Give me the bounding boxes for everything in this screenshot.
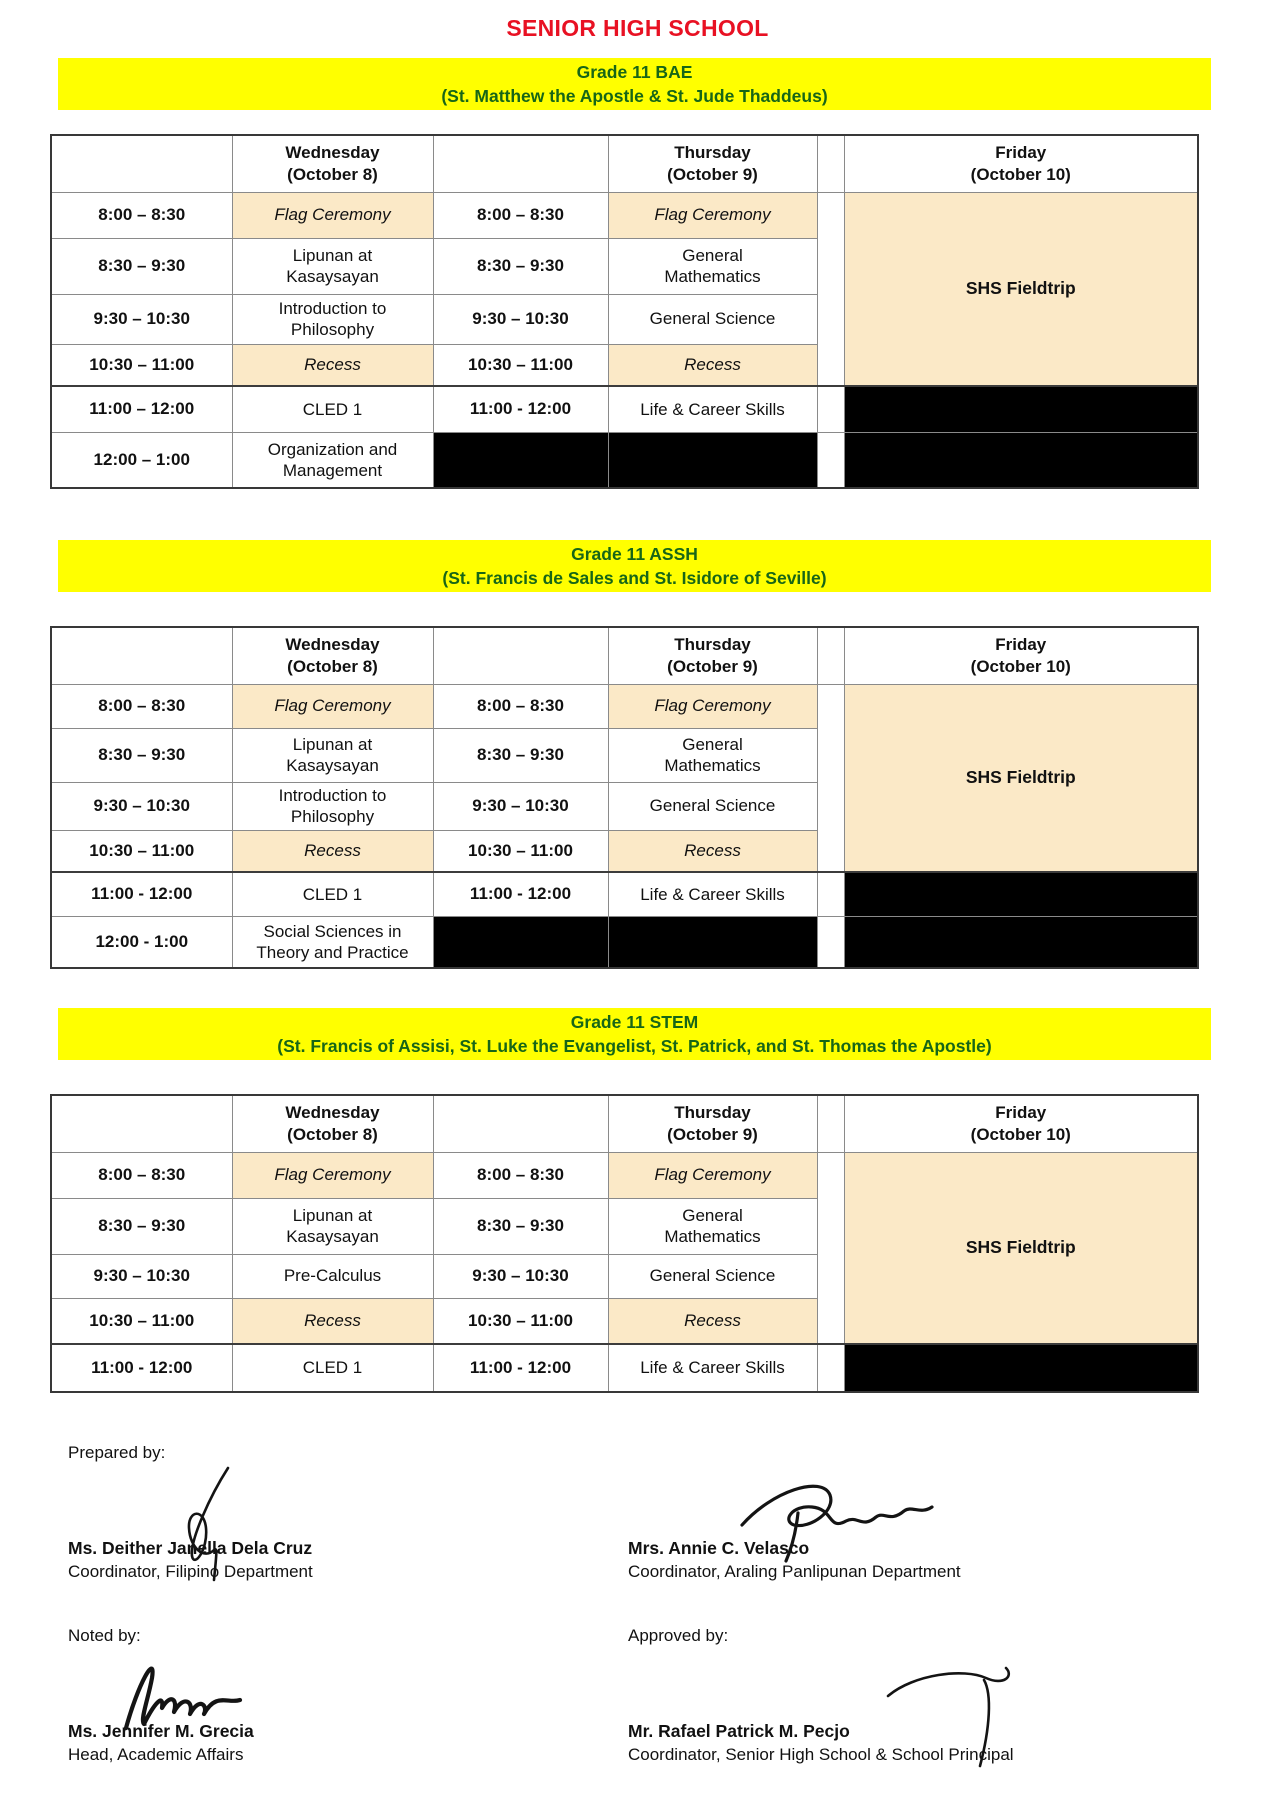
time-cell: 8:00 – 8:30 [433,192,608,238]
time-cell: 11:00 - 12:00 [51,872,232,916]
table-header-row [51,1095,1198,1152]
time-cell: 11:00 - 12:00 [51,1344,232,1392]
day-header-friday: Friday (October 10) [844,1095,1198,1152]
time-cell: 10:30 – 11:00 [51,830,232,872]
signatory-grecia [68,1624,628,1767]
section-banner-bae [58,58,1211,110]
subject-cell: Flag Ceremony [608,192,817,238]
signatory-role: Coordinator, Filipino Department [68,1562,313,1581]
fieldtrip-cell: SHS Fieldtrip [844,684,1198,872]
time-cell: 10:30 – 11:00 [433,344,608,386]
subject-cell: Recess [608,1298,817,1344]
redacted-cell [817,916,844,968]
section-name: Grade 11 BAE [576,62,693,82]
schedule-table-assh [50,626,1199,969]
subject-cell: Flag Ceremony [232,1152,433,1198]
time-cell: 9:30 – 10:30 [51,782,232,830]
day-header-friday: Friday (October 10) [844,627,1198,684]
time-cell: 11:00 - 12:00 [433,386,608,432]
time-cell: 12:00 - 1:00 [51,916,232,968]
blank-header-cell [433,135,608,192]
separator-cell [817,192,844,386]
signatory-dela-cruz [68,1441,628,1584]
section-patrons: (St. Matthew the Apostle & St. Jude Thaddeus) [441,86,828,106]
time-cell: 10:30 – 11:00 [51,1298,232,1344]
subject-cell: Recess [608,830,817,872]
redacted-cell [817,386,844,432]
time-cell: 10:30 – 11:00 [433,830,608,872]
subject-cell: General Science [608,294,817,344]
separator-header-cell [817,1095,844,1152]
table-row [51,872,1198,916]
subject-cell: Pre-Calculus [232,1254,433,1298]
subject-cell: Lipunan at Kasaysayan [232,238,433,294]
redacted-cell [608,432,817,488]
time-cell: 8:00 – 8:30 [51,1152,232,1198]
redacted-cell [433,916,608,968]
schedule-table-stem [50,1094,1199,1393]
time-cell: 8:00 – 8:30 [51,684,232,728]
time-cell: 9:30 – 10:30 [433,782,608,830]
section-banner-assh [58,540,1211,592]
table-row [51,684,1198,728]
time-cell: 11:00 - 12:00 [433,1344,608,1392]
redacted-cell [844,1344,1198,1392]
subject-cell: Life & Career Skills [608,1344,817,1392]
redacted-cell [817,432,844,488]
subject-cell: Introduction to Philosophy [232,782,433,830]
blank-header-cell [433,627,608,684]
subject-cell: General Mathematics [608,1198,817,1254]
table-row [51,386,1198,432]
section-patrons: (St. Francis of Assisi, St. Luke the Evangelist, St. Patrick, and St. Thomas the Apostle) [277,1036,992,1056]
signatory-velasco [628,1441,1188,1584]
signatory-role: Coordinator, Senior High School & School Principal [628,1745,1014,1764]
approved-by-label: Approved by: [628,1626,729,1645]
signatory-name: Ms. Deither Janella Dela Cruz [68,1538,313,1558]
table-row [51,192,1198,238]
subject-cell: Flag Ceremony [232,684,433,728]
time-cell: 9:30 – 10:30 [433,294,608,344]
time-cell: 11:00 – 12:00 [51,386,232,432]
table-row [51,916,1198,968]
subject-cell: Lipunan at Kasaysayan [232,1198,433,1254]
signature-block [68,1441,1275,1767]
redacted-cell [817,872,844,916]
subject-cell: Recess [608,344,817,386]
redacted-cell [844,432,1198,488]
time-cell: 9:30 – 10:30 [51,294,232,344]
time-cell: 12:00 – 1:00 [51,432,232,488]
subject-cell: CLED 1 [232,386,433,432]
time-cell: 11:00 - 12:00 [433,872,608,916]
time-cell: 8:30 – 9:30 [433,728,608,782]
time-cell: 8:00 – 8:30 [51,192,232,238]
blank-header-cell [433,1095,608,1152]
subject-cell: Lipunan at Kasaysayan [232,728,433,782]
schedule-table-bae [50,134,1199,489]
subject-cell: Recess [232,830,433,872]
redacted-cell [844,916,1198,968]
fieldtrip-cell: SHS Fieldtrip [844,192,1198,386]
signatory-name: Ms. Jennifer M. Grecia [68,1721,254,1741]
subject-cell: General Mathematics [608,728,817,782]
section-patrons: (St. Francis de Sales and St. Isidore of Seville) [442,568,827,588]
time-cell: 8:30 – 9:30 [51,728,232,782]
day-header-wednesday: Wednesday (October 8) [232,1095,433,1152]
separator-header-cell [817,135,844,192]
noted-by-label: Noted by: [68,1626,141,1645]
redacted-cell [844,872,1198,916]
time-cell: 10:30 – 11:00 [51,344,232,386]
subject-cell: General Science [608,1254,817,1298]
subject-cell: Life & Career Skills [608,872,817,916]
signatory-name: Mrs. Annie C. Velasco [628,1538,810,1558]
time-cell: 8:00 – 8:30 [433,1152,608,1198]
day-header-wednesday: Wednesday (October 8) [232,135,433,192]
time-cell: 8:00 – 8:30 [433,684,608,728]
subject-cell: General Science [608,782,817,830]
subject-cell: Organization and Management [232,432,433,488]
table-header-row [51,627,1198,684]
section-name: Grade 11 STEM [570,1012,699,1032]
table-row [51,1152,1198,1198]
day-header-thursday: Thursday (October 9) [608,627,817,684]
noted-approved-row [68,1624,1275,1767]
signatory-pecjo [628,1624,1188,1767]
time-cell: 8:30 – 9:30 [433,1198,608,1254]
blank-header-cell [51,627,232,684]
separator-header-cell [817,627,844,684]
redacted-cell [817,1344,844,1392]
time-cell: 8:30 – 9:30 [433,238,608,294]
blank-header-cell [51,135,232,192]
subject-cell: Introduction to Philosophy [232,294,433,344]
redacted-cell [844,386,1198,432]
table-row [51,1344,1198,1392]
subject-cell: Flag Ceremony [608,1152,817,1198]
section-banner-stem [58,1008,1211,1060]
subject-cell: CLED 1 [232,872,433,916]
day-header-friday: Friday (October 10) [844,135,1198,192]
signatory-role: Coordinator, Araling Panlipunan Department [628,1562,961,1581]
table-header-row [51,135,1198,192]
subject-cell: Flag Ceremony [232,192,433,238]
page-title: SENIOR HIGH SCHOOL [506,15,769,41]
subject-cell: CLED 1 [232,1344,433,1392]
time-cell: 8:30 – 9:30 [51,238,232,294]
separator-cell [817,1152,844,1344]
blank-header-cell [51,1095,232,1152]
redacted-cell [433,432,608,488]
subject-cell: General Mathematics [608,238,817,294]
time-cell: 9:30 – 10:30 [51,1254,232,1298]
time-cell: 9:30 – 10:30 [433,1254,608,1298]
day-header-thursday: Thursday (October 9) [608,135,817,192]
subject-cell: Flag Ceremony [608,684,817,728]
subject-cell: Recess [232,1298,433,1344]
signatory-role: Head, Academic Affairs [68,1745,244,1764]
fieldtrip-cell: SHS Fieldtrip [844,1152,1198,1344]
time-cell: 10:30 – 11:00 [433,1298,608,1344]
time-cell: 8:30 – 9:30 [51,1198,232,1254]
subject-cell: Recess [232,344,433,386]
subject-cell: Life & Career Skills [608,386,817,432]
table-row [51,432,1198,488]
day-header-wednesday: Wednesday (October 8) [232,627,433,684]
redacted-cell [608,916,817,968]
section-name: Grade 11 ASSH [571,544,698,564]
separator-cell [817,684,844,872]
day-header-thursday: Thursday (October 9) [608,1095,817,1152]
subject-cell: Social Sciences in Theory and Practice [232,916,433,968]
prepared-by-label: Prepared by: [68,1443,166,1462]
signatory-name: Mr. Rafael Patrick M. Pecjo [628,1721,850,1741]
prepared-by-row [68,1441,1275,1584]
